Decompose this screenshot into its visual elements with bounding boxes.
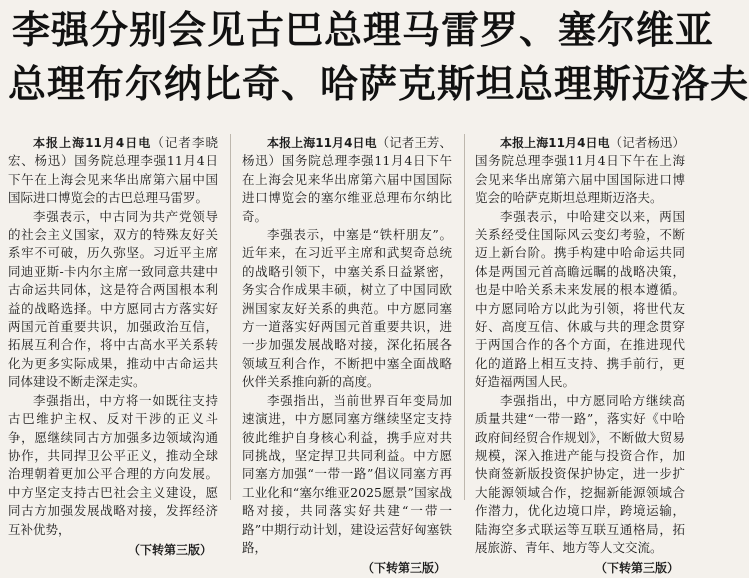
paragraph: 国务院总理李强11月4日下午在上海会见来华出席第六届中国国际进口博览会的塞尔维亚总理布尔纳比奇。 (242, 153, 452, 224)
dateline: 本报上海11月4日电 (267, 136, 377, 150)
continued-note: （下转第三版） (127, 542, 212, 557)
paragraph: 李强表示，中古同为共产党领导的社会主义国家，双方的特殊友好关系牢不可破，历久弥坚。习近平主席同迪亚斯-卡内尔主席一致同意共建中古命运共同体，这是符合两国根本利益的战略选择。中方愿同古方落实好两国元首重要共识，加强政治互信，拓展互利合作，将中古高水平关系转化为更多实际成果，推动中古命运共同体建设不断走深走实。 (8, 208, 218, 390)
paragraph: 李强表示，中哈建交以来，两国关系经受住国际风云变幻考验，不断迈上新台阶。携手构建中哈命运共同体是两国元首高瞻远瞩的战略决策，也是中哈关系未来发展的根本遵循。中方愿同哈方以此为引领，将世代友好、高度互信、休戚与共的理念贯穿于两国合作的各个方面，在推进现代化的道路上相互支持、携手前行，更好造福两国人民。 (475, 208, 685, 390)
byline: （记者王芳、杨迅） (242, 135, 452, 169)
dateline: 本报上海11月4日电 (33, 136, 152, 150)
headline-line-2: 总理布尔纳比奇、哈萨克斯坦总理斯迈洛夫 (8, 62, 749, 106)
byline: （记者李晓宏、杨迅） (8, 135, 218, 169)
column-divider (230, 134, 231, 500)
article-cuba (8, 134, 218, 557)
article-lead (8, 134, 218, 208)
paragraph: 李强指出，中方愿同哈方继续高质量共建“一带一路”，落实好《中哈政府间经贸合作规划》，不断做大贸易规模，深入推进产能与投资合作，加快商签新版投资保护协定，进一步扩大能源领域合作，挖掘新能源领域合作潜力，优化边境口岸，跨境运输，陆海空多式联运等互联互通格局，拓展旅游、青年、地方等人文交流。 (475, 392, 685, 555)
column-divider (464, 134, 465, 500)
headline-line-1: 李强分别会见古巴总理马雷罗、塞尔维亚 (12, 8, 715, 52)
continued-note: （下转第三版） (361, 561, 446, 576)
paragraph: 国务院总理李强11月4日下午在上海会见来华出席第六届中国国际进口博览会的哈萨克斯坦总理斯迈洛夫。 (475, 153, 685, 206)
dateline: 本报上海11月4日电 (500, 136, 610, 150)
article-kazakhstan (475, 134, 685, 576)
byline: （记者杨迅） (609, 135, 685, 150)
article-columns (0, 134, 690, 576)
continued-note: （下转第三版） (594, 561, 679, 576)
article-serbia (242, 134, 452, 576)
paragraph: 李强指出，中方将一如既往支持古巴维护主权、反对干涉的正义斗争，愿继续同古方加强多边领域沟通协作，共同捍卫公平正义，推动全球治理朝着更加公平合理的方向发展。中方坚定支持古巴社会主义建设，愿同古方加强发展战略对接，发挥经济互补优势， (8, 392, 218, 537)
paragraph: 国务院总理李强11月4日下午在上海会见来华出席第六届中国国际进口博览会的古巴总理马雷罗。 (8, 153, 218, 206)
paragraph: 李强指出，当前世界百年变局加速演进，中方愿同塞方继续坚定支持彼此维护自身核心利益，携手应对共同挑战，坚定捍卫共同利益。中方愿同塞方加强“一带一路”倡议同塞方再工业化和“塞尔维亚2025愿景”国家战略对接，共同落实好共建“一带一路”中期行动计划，建设运营好匈塞铁路， (242, 392, 452, 555)
article-lead (475, 134, 685, 208)
paragraph: 李强表示，中塞是“铁杆朋友”。近年来，在习近平主席和武契奇总统的战略引领下，中塞关系日益紧密，务实合作成果丰硕，树立了中国同欧洲国家友好关系的典范。中方愿同塞方一道落实好两国元首重要共识，进一步加强发展战略对接，深化拓展各领域互利合作，不断把中塞全面战略伙伴关系推向新的高度。 (242, 227, 452, 390)
article-lead (242, 134, 452, 226)
